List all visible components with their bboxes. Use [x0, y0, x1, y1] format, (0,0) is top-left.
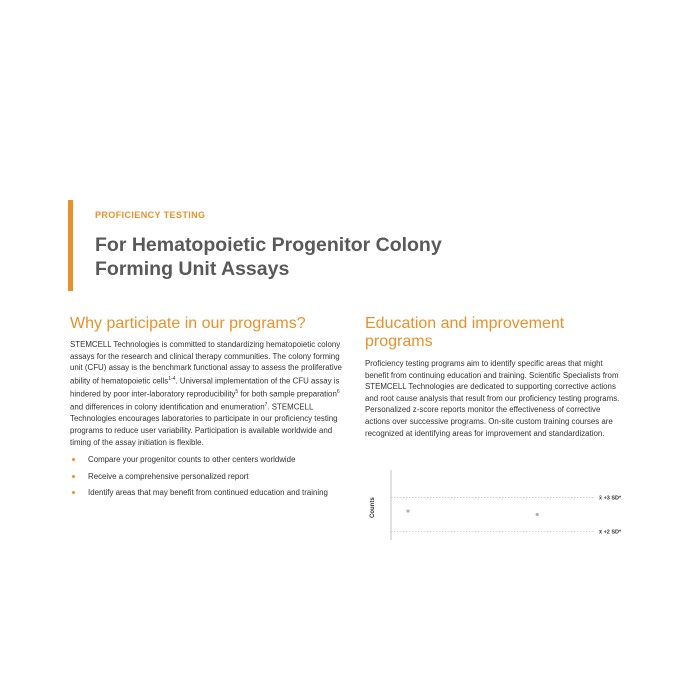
right-column	[365, 315, 627, 439]
data-point	[406, 509, 409, 512]
list-item-text: Identify areas that may benefit from continued education and training	[88, 488, 328, 498]
list-item	[70, 471, 345, 483]
education-paragraph: Proficiency testing programs aim to identify specific areas that might benefit from continuing education and training. Scientific Specialists from STEMCELL Technologies are dedicated to supporting corrective actions and root cause analysis that result from our proficiency testing programs. Personalized z-score reports monitor the effectiveness of corrective actions over successive programs. On-site custom training courses are recognized at identifying areas for improvement and standardization.	[365, 359, 620, 438]
bullet-icon	[72, 475, 75, 478]
benefits-list	[70, 454, 345, 499]
list-item-text: Receive a comprehensive personalized report	[88, 471, 249, 481]
list-item	[70, 487, 345, 499]
data-point	[536, 513, 539, 516]
z-score-chart	[365, 470, 625, 540]
header-accent-bar	[68, 200, 73, 291]
y-axis-label: Counts	[370, 497, 376, 518]
bullet-icon	[72, 458, 75, 461]
scatter-plot	[365, 470, 625, 540]
why-participate-paragraph: STEMCELL Technologies is committed to standardizing hematopoietic colony assays for the research and clinical therapy communities. The colony forming unit (CFU) assay is the benchmark functional assay to assess the proliferative ability of hematopoietic cells$^{1-4}$. Universal implementation of the CFU assay is hindered by poor inter-laboratory reproducibility$^5$ for both sample preparation$^6$ and differences in colony identification and enumeration$^7$. STEMCELL Technologies encourages laboratories to participate in our proficiency testing programs to reduce user variability. Participation is available worldwide and timing of the assay initiation is flexible.	[70, 340, 342, 447]
bullet-icon	[72, 491, 75, 494]
education-heading: Education and improvement programs	[365, 315, 565, 350]
list-item-text: Compare your progenitor counts to other centers worldwide	[88, 455, 296, 465]
why-participate-heading: Why participate in our programs?	[70, 315, 306, 332]
list-item	[70, 454, 345, 466]
left-column	[70, 315, 345, 504]
section-kicker: PROFICIENCY TESTING	[95, 210, 206, 220]
reference-line-label: x̄ +2 SD*	[599, 529, 622, 536]
reference-line-label: x̄ +3 SD*	[599, 495, 622, 502]
document-title: For Hematopoietic Progenitor Colony Forming Unit Assays	[95, 234, 442, 280]
